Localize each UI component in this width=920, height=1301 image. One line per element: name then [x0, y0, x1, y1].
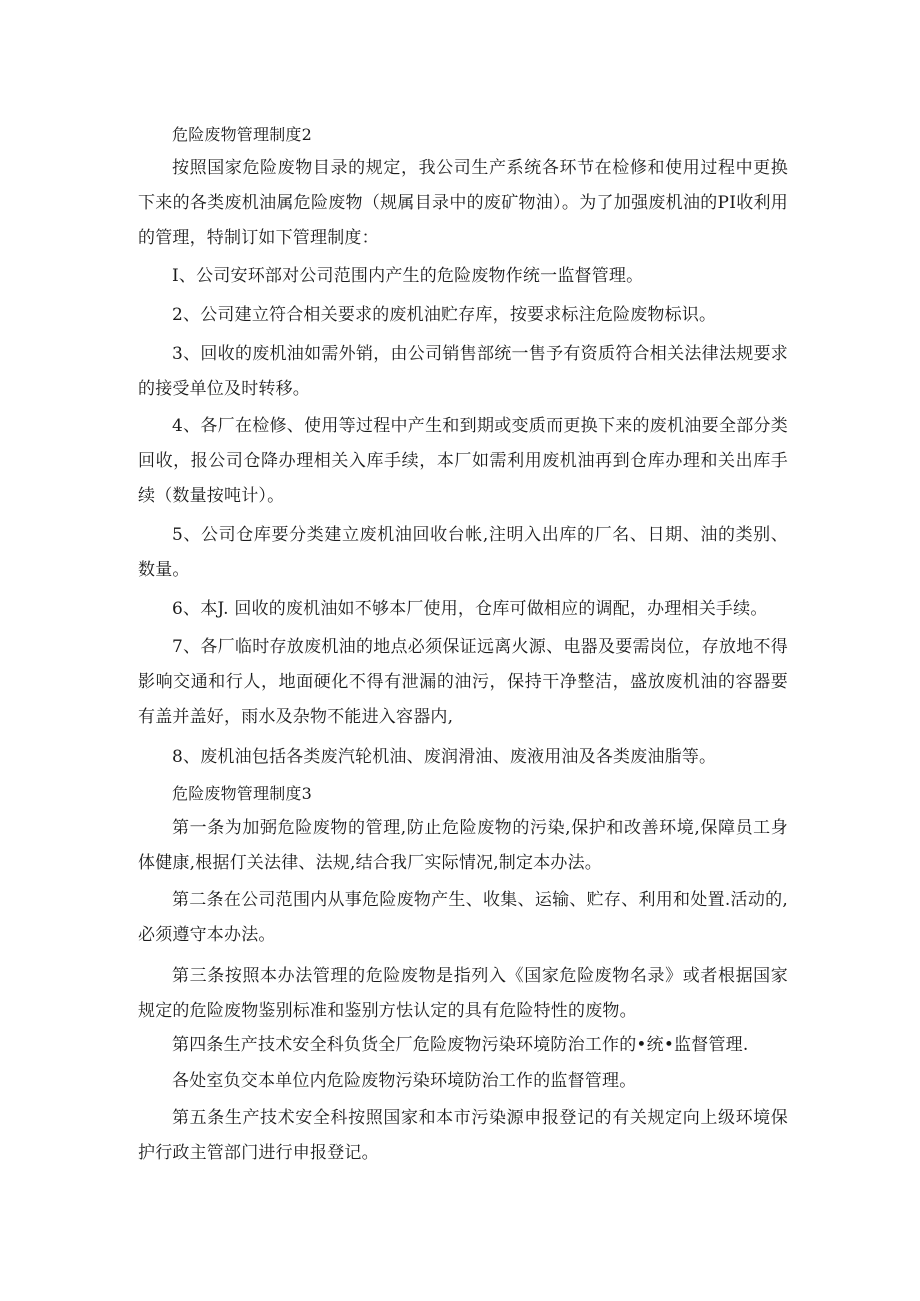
section2-item-2: 2、公司建立符合相关要求的废机油贮存库，按要求标注危险废物标识。	[172, 305, 717, 325]
section2-item-7: 7、各厂临时存放废机油的地点必须保证远离火源、电器及要需岗位，存放地不得影响交通和行人，地面硬化不得有泄漏的油污，保持干净整洁，盛放废机油的容器要有盖并盖好，雨水及杂物不能进入容器内,	[138, 637, 788, 727]
section3-title: 危险废物管理制度3	[172, 784, 312, 803]
section2-item-4: 4、各厂在检修、使用等过程中产生和到期或变质而更换下来的废机油要全部分类回收，报公司仓降办理相关入库手续，本厂如需利用废机油再到仓库办理和关出库手续（数量按吨计）。	[138, 416, 788, 506]
section2-item-1: I、公司安环部对公司范围内产生的危险废物作统一监督管理。	[172, 266, 644, 286]
section3-article-2: 第二条在公司范围内从事危险废物产生、收集、运输、贮存、利用和处置.活动的,必须遵守本办法。	[138, 890, 788, 945]
section3-article-3: 第三条按照本办法管理的危险废物是指列入《国家危险废物名录》或者根据国家规定的危险废物鉴别标准和鉴别方怯认定的具有危险特性的废物。	[138, 966, 788, 1021]
section3-article-4-continued: 各处室负交本单位内危险废物污染环境防治工作的监督管理。	[172, 1071, 637, 1091]
section3-article-5: 第五条生产技术安全科按照国家和本市污染源申报登记的有关规定向上级环境保护行政主管部门进行申报登记。	[138, 1108, 788, 1163]
section2-item-6: 6、本J. 回收的废机油如不够本厂使用，仓库可做相应的调配，办理相关手续。	[172, 599, 768, 619]
section2-item-3: 3、回收的废机油如需外销，由公司销售部统一售予有资质符合相关法律法规要求的接受单位及时转移。	[138, 344, 788, 399]
section3-article-4: 第四条生产技术安全科负货全厂危险废物污染环境防治工作的•统•监督管理.	[172, 1035, 749, 1055]
section2-title: 危险废物管理制度2	[172, 125, 312, 144]
section2-item-8: 8、废机油包括各类废汽轮机油、废润滑油、废液用油及各类废油脂等。	[172, 747, 717, 767]
section3-article-1: 第一条为加弼危险废物的管理,防止危险废物的污染,保护和改善环境,保障员工身体健康,根据仃关法律、法规,结合我厂实际情况,制定本办法。	[138, 818, 788, 873]
section2-intro: 按照国家危险废物目录的规定，我公司生产系统各环节在检修和使用过程中更换下来的各类废机油属危险废物（规属目录中的废矿物油）。为了加强废机油的PI收利用的管理，特制订如下管理制度：	[138, 158, 788, 248]
section2-item-5: 5、公司仓库要分类建立废机油回收台帐,注明入出库的厂名、日期、油的类别、数量。	[138, 525, 788, 580]
